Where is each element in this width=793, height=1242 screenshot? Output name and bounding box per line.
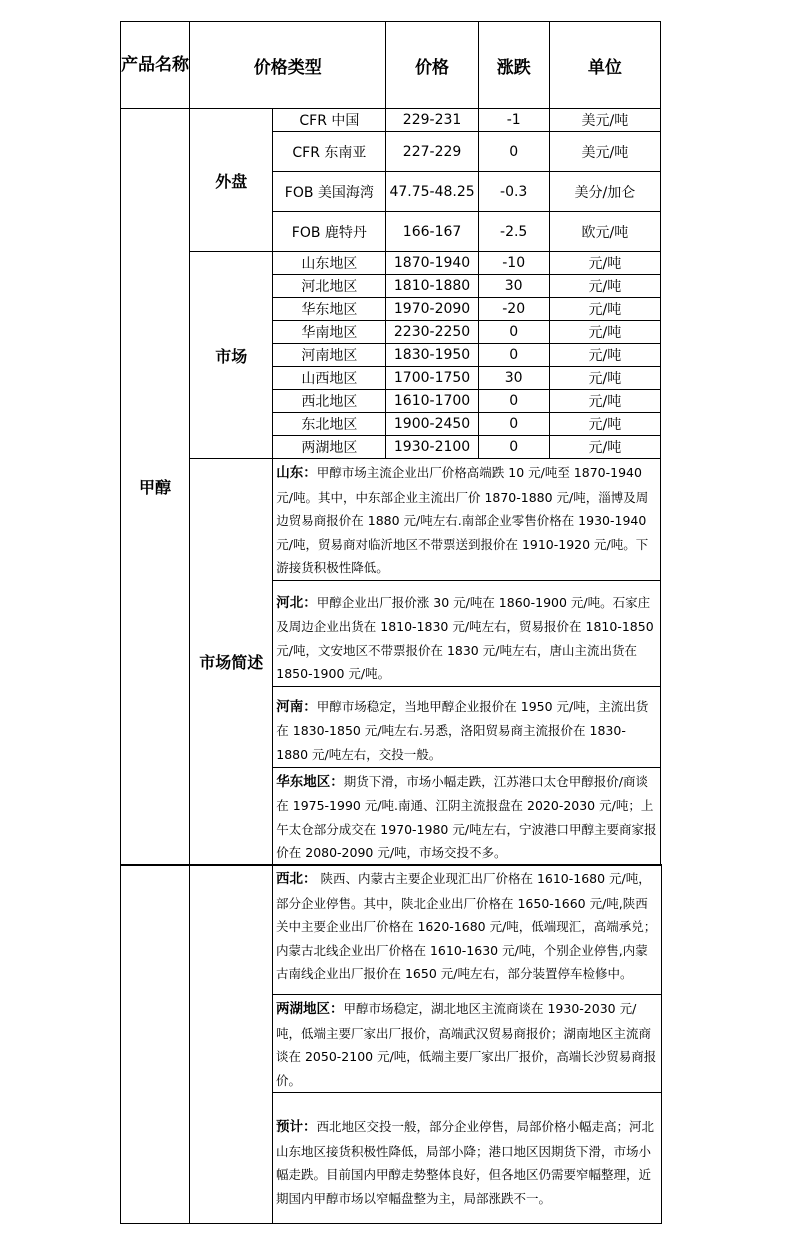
- header-price: 价格: [386, 22, 478, 109]
- summary-text: 甲醇市场稳定，湖北地区主流商谈在 1930-2030 元/吨，低端主要厂家出厂报价，高端武汉贸易商报价；湖南地区主流商谈在 2050-2100 元/吨，低端主要厂家出厂报价，高端长沙贸易商报价。: [276, 1001, 657, 1088]
- row-unit: 元/吨: [549, 344, 660, 367]
- row-name: 华东地区: [273, 298, 386, 321]
- table-row: [121, 252, 661, 275]
- row-name: 山东地区: [273, 252, 386, 275]
- row-unit: 元/吨: [549, 413, 660, 436]
- row-name: FOB 美国海湾: [273, 172, 386, 212]
- row-unit: 元/吨: [549, 390, 660, 413]
- row-price: 166-167: [386, 212, 478, 252]
- summary-huadong: [273, 767, 661, 865]
- row-change: 0: [478, 344, 549, 367]
- summary-text: 西北地区交投一般，部分企业停售，局部价格小幅走高；河北山东地区接货积极性降低，局部小降；港口地区因期货下滑，市场小幅走跌。目前国内甲醇走势整体良好，但各地区仍需要窄幅整理，近期国内甲醇市场以窄幅盘整为主，局部涨跌不一。: [276, 1119, 655, 1206]
- group-summary: 市场简述: [190, 459, 273, 866]
- summary-lianghu: [273, 995, 662, 1093]
- row-unit: 美元/吨: [549, 109, 660, 132]
- row-name: CFR 东南亚: [273, 132, 386, 172]
- row-unit: 元/吨: [549, 275, 660, 298]
- header-change: 涨跌: [478, 22, 549, 109]
- row-price: 1700-1750: [386, 367, 478, 390]
- row-name: 山西地区: [273, 367, 386, 390]
- header-product-name: 产品名称: [121, 22, 190, 109]
- row-name: 华南地区: [273, 321, 386, 344]
- summary-shandong: [273, 459, 661, 581]
- row-unit: 元/吨: [549, 321, 660, 344]
- row-price: 1900-2450: [386, 413, 478, 436]
- empty-product-cell: [121, 865, 190, 1224]
- summary-hebei: [273, 580, 661, 686]
- header-price-type: 价格类型: [190, 22, 386, 109]
- summary-label: 河北：: [276, 594, 317, 611]
- summary-label: 西北：: [276, 871, 317, 887]
- summary-row: [121, 459, 661, 581]
- row-unit: 元/吨: [549, 367, 660, 390]
- summary-label: 预计：: [276, 1119, 317, 1135]
- summary-northwest: [273, 865, 662, 995]
- summary-label: 华东地区：: [276, 773, 344, 790]
- row-price: 1810-1880: [386, 275, 478, 298]
- summary-label: 两湖地区：: [276, 1001, 344, 1017]
- row-name: FOB 鹿特丹: [273, 212, 386, 252]
- row-name: 西北地区: [273, 390, 386, 413]
- group-external: 外盘: [190, 109, 273, 252]
- summary-henan: [273, 686, 661, 767]
- row-price: 1830-1950: [386, 344, 478, 367]
- row-name: 两湖地区: [273, 436, 386, 459]
- summary-text: 甲醇市场主流企业出厂价格高端跌 10 元/吨至 1870-1940 元/吨。其中，中东部企业主流出厂价 1870-1880 元/吨，淄博及周边贸易商报价在 1880 元/吨左右.南部企业零售价格在 1930-1940 元/吨，贸易商对临沂地区不带票送到报价在 1910-1920 元/吨。下游接货积极性降低。: [276, 465, 649, 575]
- row-change: 0: [478, 413, 549, 436]
- row-price: 2230-2250: [386, 321, 478, 344]
- row-change: -10: [478, 252, 549, 275]
- summary-label: 山东：: [276, 465, 317, 481]
- row-price: 1870-1940: [386, 252, 478, 275]
- summary-text: 陕西、内蒙古主要企业现汇出厂价格在 1610-1680 元/吨，部分企业停售。其中，陕北企业出厂价格在 1650-1660 元/吨,陕西关中主要企业出厂价格在 1620-1680 元/吨，低端现汇，高端承兑；内蒙古北线企业出厂价格在 1610-1630 元/吨，个别企业停售,内蒙古南线企业出厂报价在 1650 元/吨左右，部分装置停车检修中。: [276, 871, 657, 981]
- row-change: -2.5: [478, 212, 549, 252]
- table-row: [121, 109, 661, 132]
- row-change: 0: [478, 436, 549, 459]
- empty-group-cell: [190, 865, 273, 1224]
- row-unit: 欧元/吨: [549, 212, 660, 252]
- row-unit: 美元/吨: [549, 132, 660, 172]
- row-change: 0: [478, 390, 549, 413]
- row-name: 河北地区: [273, 275, 386, 298]
- row-change: -1: [478, 109, 549, 132]
- row-change: -20: [478, 298, 549, 321]
- summary-text: 甲醇企业出厂报价涨 30 元/吨在 1860-1900 元/吨。石家庄及周边企业出货在 1810-1830 元/吨左右，贸易报价在 1810-1850 元/吨，文安地区不带票报价在 1830 元/吨左右，唐山主流出货在 1850-1900 元/吨。: [276, 594, 654, 681]
- row-unit: 元/吨: [549, 436, 660, 459]
- summary-table-continued: [120, 864, 662, 1224]
- row-name: 东北地区: [273, 413, 386, 436]
- header-row: [121, 22, 661, 109]
- row-price: 1610-1700: [386, 390, 478, 413]
- header-unit: 单位: [549, 22, 660, 109]
- price-table: [120, 21, 661, 866]
- row-name: 河南地区: [273, 344, 386, 367]
- row-change: -0.3: [478, 172, 549, 212]
- row-unit: 元/吨: [549, 252, 660, 275]
- summary-text: 期货下滑，市场小幅走跌，江苏港口太仓甲醇报价/商谈在 1975-1990 元/吨.南通、江阴主流报盘在 2020-2030 元/吨；上午太仓部分成交在 1970-1980 元/吨左右，宁波港口甲醇主要商家报价在 2080-2090 元/吨，市场交投不多。: [276, 773, 657, 860]
- row-price: 229-231: [386, 109, 478, 132]
- group-market: 市场: [190, 252, 273, 459]
- row-name: CFR 中国: [273, 109, 386, 132]
- row-unit: 美分/加仑: [549, 172, 660, 212]
- product-cell: 甲醇: [121, 109, 190, 866]
- row-unit: 元/吨: [549, 298, 660, 321]
- row-change: 30: [478, 367, 549, 390]
- summary-row: [121, 865, 662, 995]
- summary-label: 河南：: [276, 698, 317, 715]
- row-price: 227-229: [386, 132, 478, 172]
- row-change: 30: [478, 275, 549, 298]
- summary-text: 甲醇市场稳定，当地甲醇企业报价在 1950 元/吨，主流出货在 1830-1850 元/吨左右.另悉，洛阳贸易商主流报价在 1830-1880 元/吨左右，交投一般。: [276, 698, 649, 762]
- row-change: 0: [478, 321, 549, 344]
- row-change: 0: [478, 132, 549, 172]
- row-price: 1970-2090: [386, 298, 478, 321]
- row-price: 1930-2100: [386, 436, 478, 459]
- summary-forecast: [273, 1093, 662, 1224]
- row-price: 47.75-48.25: [386, 172, 478, 212]
